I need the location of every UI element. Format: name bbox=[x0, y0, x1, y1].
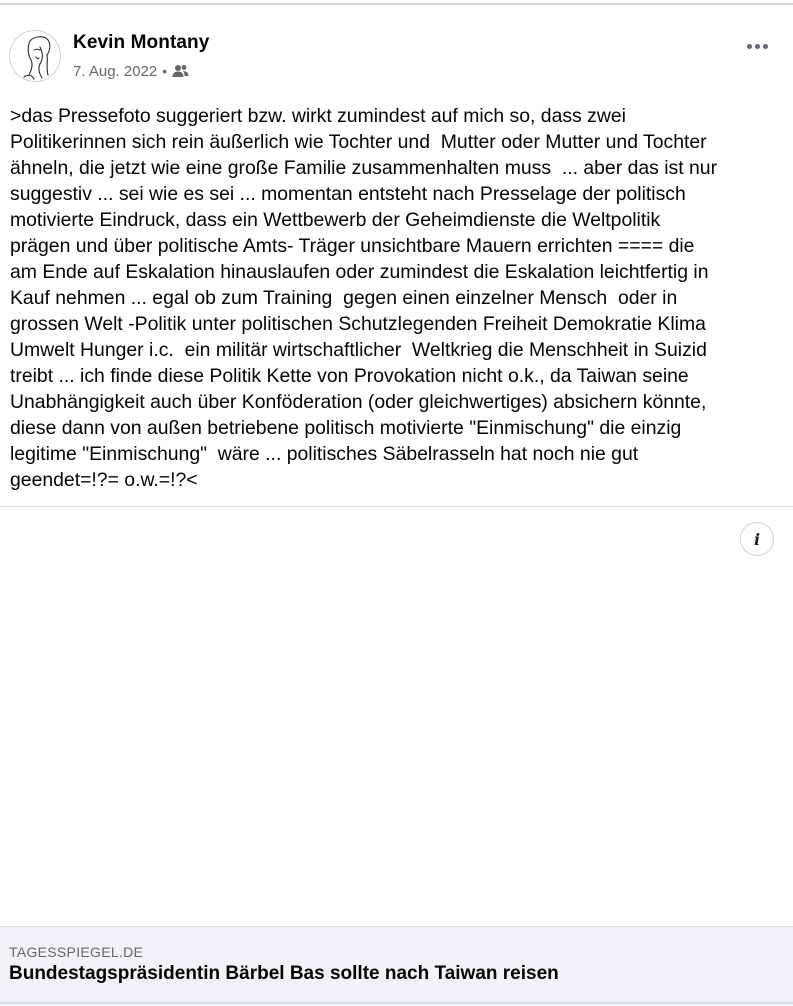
info-icon: i bbox=[753, 529, 761, 549]
friends-icon[interactable] bbox=[172, 64, 189, 78]
info-button[interactable] bbox=[740, 522, 774, 556]
bottom-divider bbox=[0, 1002, 793, 1004]
link-domain: TAGESSPIEGEL.DE bbox=[9, 944, 144, 960]
post-text: >das Pressefoto suggeriert bzw. wirkt zumindest auf mich so, dass zwei Politikerinnen sich rein äußerlich wie Tochter und Mutter oder Mutter und Tochter ähneln, die jetzt wie eine große Familie zusammenhalten muss ... aber das ist nur suggestiv ... sei wie es sei ... momentan entsteht nach Presselage der politisch motivierte Eindruck, dass ein Wettbewerb der Geheimdienste die Weltpolitik prägen und über politische Amts- Träger unsichtbare Mauern errichten ==== die am Ende auf Eskalation hinauslaufen oder zumindest die Eskalation leichtfertig in Kauf nehmen ... egal ob zum Training gegen einen einzelner Mensch oder in grossen Welt -Politik unter politischen Schutzlegenden Freiheit Demokratie Klima Umwelt Hunger i.c. ein militär wirtschaftlicher Weltkrieg die Menschheit in Suizid treibt ... ich finde diese Politik Kette von Provokation nicht o.k., da Taiwan seine Unabhängigkeit auch über Konföderation (oder gleichwertiges) absichern könnte, diese dann von außen betriebene politisch motivierte "Einmischung" die einzig legitime "Einmischung" wäre ... politisches Säbelrasseln hat noch nie gut geendet=!?= o.w.=!?< bbox=[10, 105, 718, 491]
avatar-sketch-icon bbox=[10, 31, 61, 82]
content-divider bbox=[0, 506, 793, 507]
more-options-icon[interactable] bbox=[740, 33, 774, 59]
link-title[interactable]: Bundestagspräsidentin Bärbel Bas sollte nach Taiwan reisen bbox=[9, 963, 559, 984]
author-name[interactable]: Kevin Montany bbox=[73, 32, 210, 53]
meta-separator: • bbox=[162, 63, 168, 79]
link-preview-card[interactable] bbox=[0, 926, 793, 1006]
avatar[interactable] bbox=[9, 30, 61, 82]
post-date[interactable]: 7. Aug. 2022 bbox=[73, 62, 158, 80]
post-header bbox=[0, 5, 793, 97]
post-meta bbox=[73, 61, 189, 81]
